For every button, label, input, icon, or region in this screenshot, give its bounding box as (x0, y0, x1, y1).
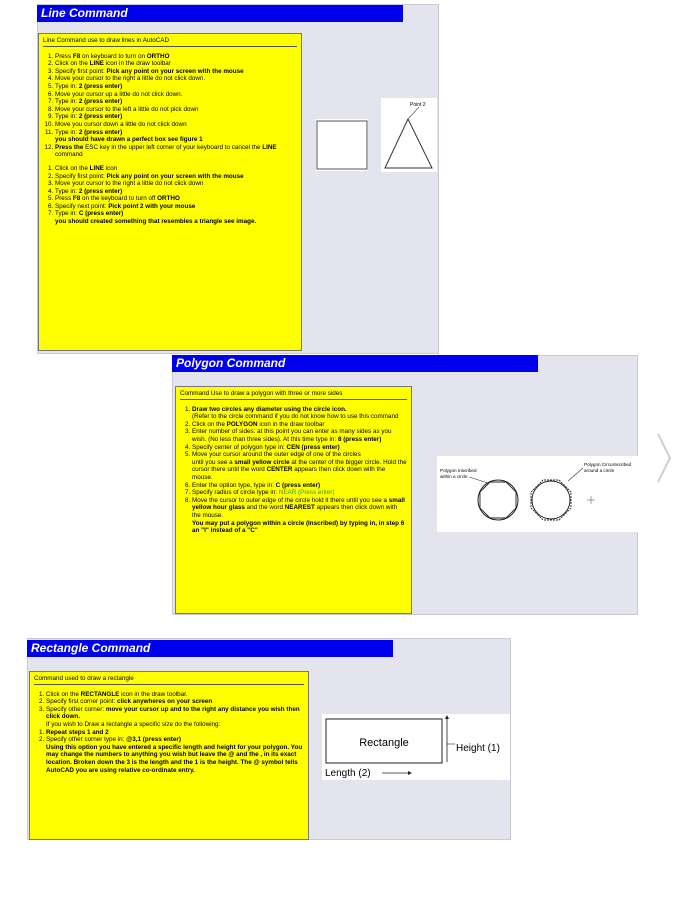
instruction-step: 2. Click on the LINE icon in the draw toolbar (55, 60, 297, 68)
instruction-step: 4. Specify center of polygon type in: CEN (press enter) (192, 444, 407, 452)
instruction-step: 4. Type in: 2 (press enter) (55, 188, 297, 196)
point-2-label: Point 2 (410, 102, 426, 108)
triangle-drawing (381, 98, 437, 172)
instruction-step: 10. Move you cursor down a little do not click down (55, 121, 297, 129)
instruction-step: 2. Specify other corner type in: @3,1 (press enter) Using this option you have entered a specific length and height for your polygon. You may change the numbers to anything you wish but leave the @ and the , in its exact location. Broken down the 3 is the length and the 1 is the height. The @ symbol tells AutoCAD you are using relative co-ordinate entry. (46, 736, 304, 774)
instruction-step: 3. Specify first point: Pick any point on your screen with the mouse (55, 68, 297, 76)
polygon-command-banner: Polygon Command (172, 355, 538, 372)
polygon-steps (180, 406, 407, 535)
instruction-step: 5. Press F8 on the keyboard to turn off ORTHO (55, 195, 297, 203)
instruction-step: 2. Click on the POLYGON icon in the draw toolbar (192, 421, 407, 429)
instruction-step: 5. Type in: 2 (press enter) (55, 83, 297, 91)
line-command-banner: Line Command (37, 5, 403, 22)
polygon-figure (437, 456, 638, 532)
height-label: Height (1) (456, 743, 500, 754)
instruction-step: 1. Click on the LINE icon (55, 165, 297, 173)
instruction-step: 7. Type in: 2 (press enter) (55, 98, 297, 106)
next-page-chevron-icon[interactable] (655, 430, 673, 490)
instruction-step: 1. Press F8 on keyboard to turn on ORTHO (55, 53, 297, 61)
instruction-step: 3. Specify other corner: move your cursor up and to the right any distance you wish then click down. If you wish to Draw a rectangle a specific size do the following: (46, 706, 304, 729)
instruction-step: 6. Specify next point: Pick point 2 with your mouse (55, 203, 297, 211)
rectangle-command-instructions (29, 671, 309, 840)
instruction-step: 7. Specify radius of circle type in: NEAR (Press enter) (192, 489, 407, 497)
instruction-step: 8. Move your cursor to the left a little do not pick down (55, 106, 297, 114)
instruction-step: 2. Specify first corner point: click anywheres on your screen (46, 698, 304, 706)
instruction-step: 5. Move your cursor around the outer edge of one of the circles until you see a small yellow circle at the center of the bigger circle. Hold the cursor there until the word CENTER appears then click down with the mouse. (192, 451, 407, 481)
polygon-drawing (437, 456, 638, 532)
rectangle-label: Rectangle (359, 737, 409, 749)
line-steps-b (43, 165, 297, 226)
box-figure (316, 119, 368, 171)
length-label: Length (2) (325, 768, 371, 779)
instruction-step: 8. Move the cursor to outer edge of the circle hold it there until you see a small yellow hour glass and the word NEAREST appears then click down with the mouse. You may put a polygon within a circle (Inscribed) by typing in, in step 6 an "I" instead of a "C" (192, 497, 407, 535)
line-steps-a (43, 53, 297, 159)
inscribed-label: Polygon Inscribed within a circle (440, 468, 477, 479)
instruction-step: 3. Enter number of sides: at this point you can enter as many sides as you wish. (No less than three sides). At this time type in: 8 (press enter) (192, 428, 407, 443)
rectangle-steps-b (34, 729, 304, 775)
box-drawing (316, 119, 368, 171)
instruction-step: 1. Draw two circles any diameter using the circle icon. (Refer to the circle command if you do not know how to use this command (192, 406, 407, 421)
instruction-step: 1. Repeat steps 1 and 2 (46, 729, 304, 737)
rectangle-command-banner: Rectangle Command (27, 640, 393, 657)
rectangle-figure (322, 714, 510, 780)
rectangle-command-intro: Command used to draw a rectangle (34, 675, 304, 685)
instruction-step: 12. Press the ESC key in the upper left corner of your keyboard to cancel the LINE command (55, 144, 297, 159)
rectangle-steps (34, 691, 304, 729)
instruction-step: 3. Move your cursor to the right a little do not click down (55, 180, 297, 188)
rectangle-drawing (322, 714, 510, 780)
instruction-step: 7. Type in: C (press enter) you should created something that resembles a triangle see image. (55, 210, 297, 225)
instruction-step: 6. Move your cursor up a little do not click down. (55, 91, 297, 99)
line-command-intro: Line Command use to draw lines in AutoCAD (43, 37, 297, 47)
triangle-figure (381, 98, 437, 172)
instruction-step: 1. Click on the RECTANGLE icon in the draw toolbar. (46, 691, 304, 699)
instruction-step: 9. Type in: 2 (press enter) (55, 113, 297, 121)
circumscribed-label: Polygon Circumscribed around a circle (584, 462, 632, 473)
instruction-step: 4. Move your cursor to the right a little do not click down. (55, 75, 297, 83)
instruction-step: 2. Specify first point: Pick any point on your screen with the mouse (55, 173, 297, 181)
line-command-instructions (38, 33, 302, 351)
instruction-step: 11. Type in: 2 (press enter) you should have drawn a perfect box see figure 1 (55, 129, 297, 144)
polygon-command-instructions (175, 386, 412, 614)
polygon-command-intro: Command Use to draw a polygon with three or more sides (180, 390, 407, 400)
instruction-step: 6. Enter the option type, type in: C (press enter) (192, 482, 407, 490)
